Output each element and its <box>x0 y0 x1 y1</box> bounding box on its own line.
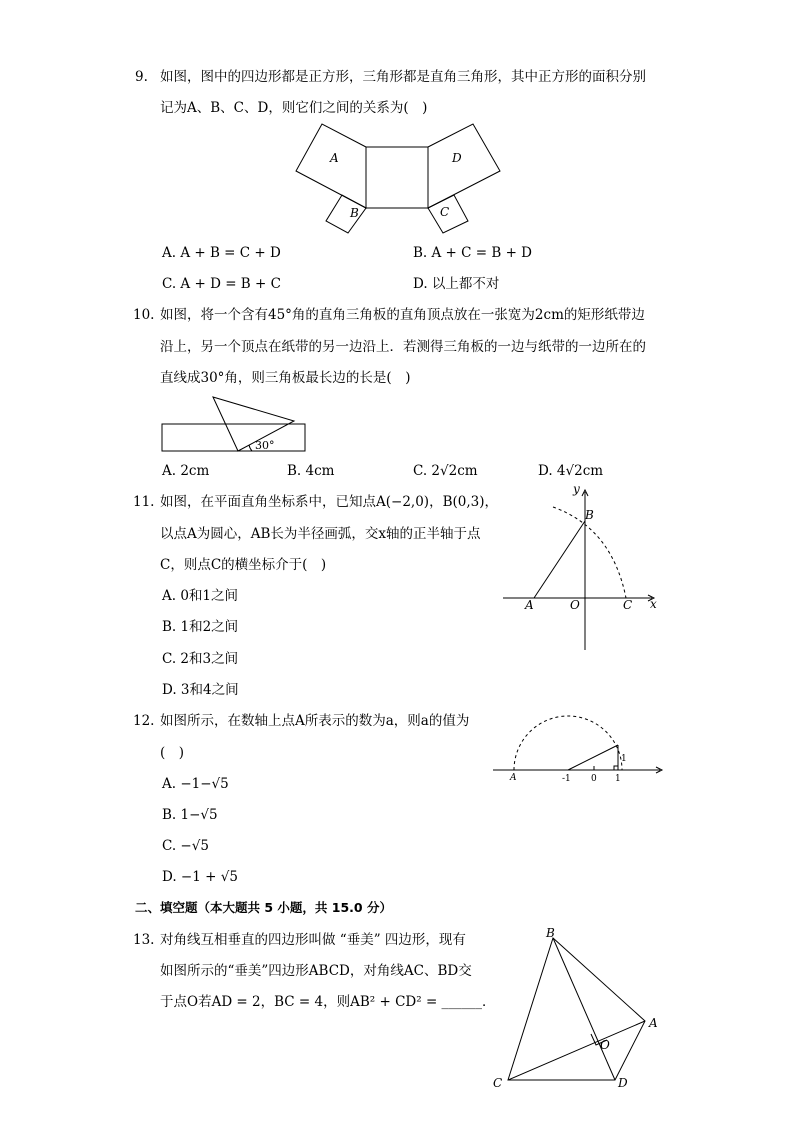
q13-figure <box>488 920 668 1092</box>
q9-option-c: C. A + D = B + C <box>162 276 281 292</box>
q11-label-A: A <box>525 598 534 612</box>
q9-label-A: A <box>330 151 339 165</box>
q12-option-a: A. −1−√5 <box>162 776 229 792</box>
q9-text-line2: 记为A、B、C、D，则它们之间的关系为( ) <box>160 100 428 116</box>
q13-text-line1: 对角线互相垂直的四边形叫做 “垂美” 四边形，现有 <box>160 932 466 948</box>
q13-number: 13. <box>133 932 155 948</box>
q11-text-line3: C，则点C的横坐标介于( ) <box>160 557 327 573</box>
q9-option-d: D. 以上都不对 <box>413 276 500 292</box>
q12-option-c: C. −√5 <box>162 838 209 854</box>
q11-option-c: C. 2和3之间 <box>162 651 239 667</box>
q11-label-B: B <box>585 508 594 522</box>
q9-text-line1: 如图，图中的四边形都是正方形，三角形都是直角三角形，其中正方形的面积分别 <box>160 69 646 85</box>
q13-label-C: C <box>493 1076 503 1090</box>
q9-option-b: B. A + C = B + D <box>413 245 533 261</box>
q11-text-line2: 以点A为圆心，AB长为半径画弧，交x轴的正半轴于点 <box>160 526 481 542</box>
q11-label-C: C <box>623 598 633 612</box>
q11-figure <box>500 480 665 650</box>
q11-option-b: B. 1和2之间 <box>162 619 239 635</box>
q9-label-D: D <box>452 151 462 165</box>
q10-option-c: C. 2√2cm <box>413 463 478 479</box>
section-title-fill-blank: 二、填空题（本大题共 5 小题，共 15.0 分） <box>135 900 392 915</box>
q12-text-line1: 如图所示，在数轴上点A所表示的数为a，则a的值为 <box>160 713 470 729</box>
q9-label-B: B <box>350 206 359 220</box>
q12-label-one: 1 <box>615 774 621 784</box>
q10-text-line1: 如图，将一个含有45°角的直角三角板的直角顶点放在一张宽为2cm的矩形纸带边 <box>160 307 645 323</box>
q11-option-d: D. 3和4之间 <box>162 682 239 698</box>
q12-option-d: D. −1 + √5 <box>162 869 238 885</box>
q9-option-a: A. A + B = C + D <box>162 245 281 261</box>
q10-figure <box>160 393 310 453</box>
q12-label-side: 1 <box>621 754 627 764</box>
q11-option-a: A. 0和1之间 <box>162 588 239 604</box>
q9-number: 9. <box>135 69 148 85</box>
q13-label-O: O <box>600 1038 610 1052</box>
q13-label-B: B <box>546 926 555 940</box>
q10-text-line2: 沿上，另一个顶点在纸带的另一边沿上．若测得三角板的一边与纸带的一边所在的 <box>160 339 646 355</box>
q11-label-x: x <box>650 597 657 611</box>
q13-label-A: A <box>649 1016 658 1030</box>
q9-label-C: C <box>440 205 450 219</box>
q12-label-A: A <box>510 773 517 783</box>
q11-number: 11. <box>133 494 155 510</box>
q12-number: 12. <box>133 713 155 729</box>
q12-option-b: B. 1−√5 <box>162 807 218 823</box>
q11-label-y: y <box>573 482 580 496</box>
q13-label-D: D <box>618 1076 628 1090</box>
q9-figure <box>290 118 510 238</box>
q10-option-b: B. 4cm <box>287 463 335 479</box>
q10-option-d: D. 4√2cm <box>538 463 604 479</box>
q10-number: 10. <box>133 307 155 323</box>
q10-angle-label: 30° <box>255 439 275 452</box>
q12-figure <box>490 700 665 785</box>
q12-label-minus1: -1 <box>562 774 571 784</box>
q13-text-line2: 如图所示的“垂美”四边形ABCD，对角线AC、BD交 <box>160 963 472 979</box>
q11-label-O: O <box>570 598 580 612</box>
q11-text-line1: 如图，在平面直角坐标系中，已知点A(−2,0)，B(0,3)， <box>160 494 498 510</box>
q10-text-line3: 直线成30°角，则三角板最长边的长是( ) <box>160 370 411 386</box>
q12-text-line2: ( ) <box>160 745 185 761</box>
q13-text-line3: 于点O若AD = 2，BC = 4，则AB² + CD² = ______． <box>160 994 496 1010</box>
q10-option-a: A. 2cm <box>162 463 210 479</box>
q12-label-zero: 0 <box>591 774 597 784</box>
